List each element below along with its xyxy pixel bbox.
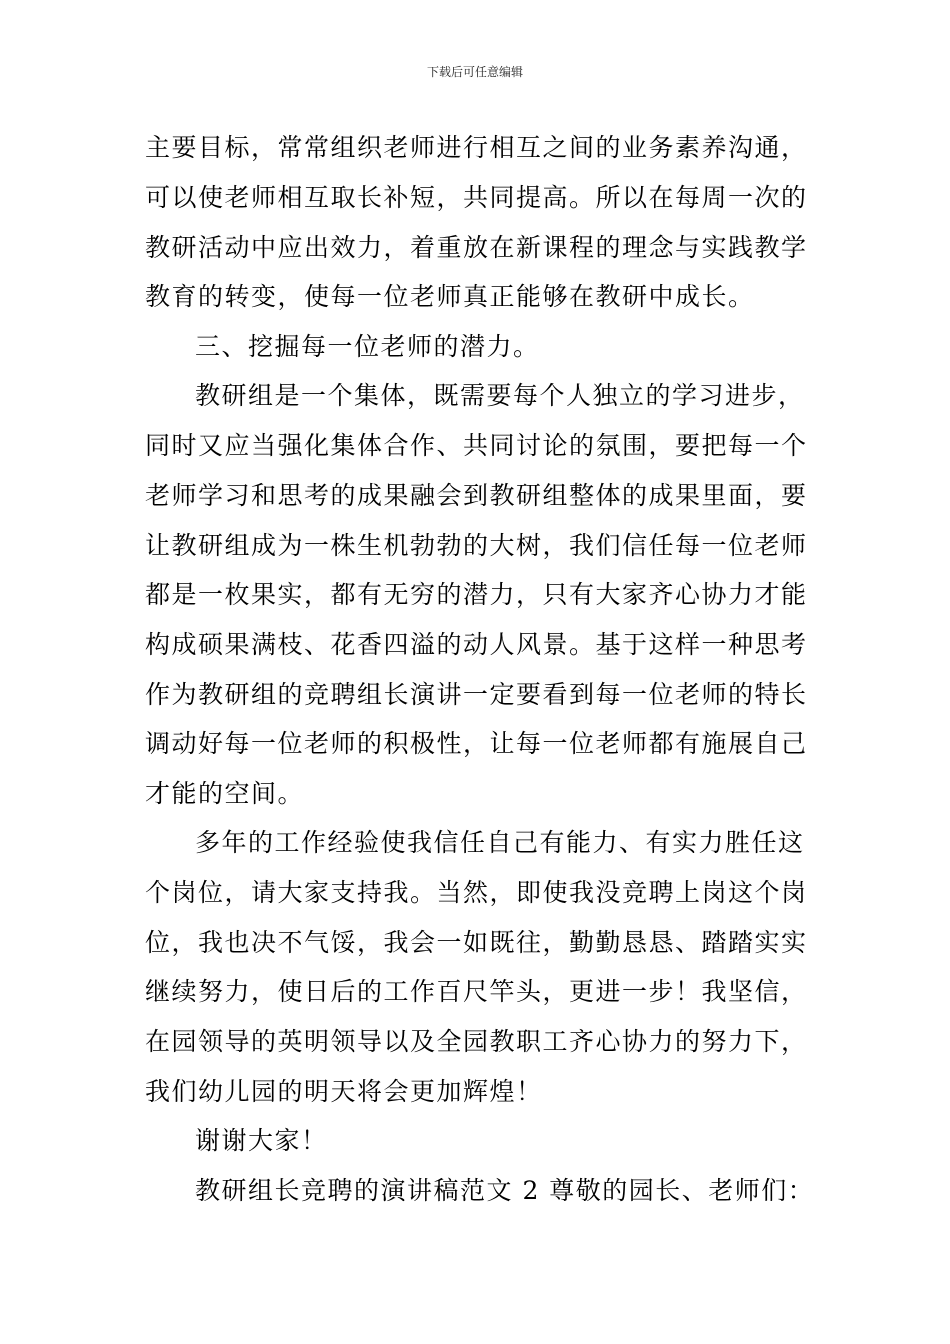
body-line: 继续努力，使日后的工作百尺竿头，更进一步！我坚信， (145, 977, 808, 1006)
body-line: 教研活动中应出效力，着重放在新课程的理念与实践教学 (145, 233, 808, 262)
body-line: 个岗位，请大家支持我。当然，即使我没竞聘上岗这个岗 (145, 878, 808, 907)
page-header-note: 下载后可任意编辑 (426, 65, 523, 79)
closing-thanks: 谢谢大家！ (195, 1126, 328, 1155)
body-line: 位，我也决不气馁，我会一如既往，勤勤恳恳、踏踏实实 (145, 928, 808, 957)
body-line: 教研组是一个集体，既需要每个人独立的学习进步， (195, 381, 805, 410)
body-line: 才能的空间。 (145, 779, 305, 808)
body-line: 调动好每一位老师的积极性，让每一位老师都有施展自己 (145, 729, 808, 758)
body-line: 构成硕果满枝、花香四溢的动人风景。基于这样一种思考 (145, 630, 808, 659)
section-heading: 三、挖掘每一位老师的潜力。 (195, 332, 540, 361)
body-line: 同时又应当强化集体合作、共同讨论的氛围，要把每一个 (145, 431, 808, 460)
body-line: 在园领导的英明领导以及全园教职工齐心协力的努力下， (145, 1027, 808, 1056)
body-line: 作为教研组的竞聘组长演讲一定要看到每一位老师的特长 (145, 680, 808, 709)
body-line: 老师学习和思考的成果融会到教研组整体的成果里面，要 (145, 481, 808, 510)
body-line: 主要目标，常常组织老师进行相互之间的业务素养沟通， (145, 133, 808, 162)
next-section-title: 教研组长竞聘的演讲稿范文 2 尊敬的园长、老师们： (195, 1176, 815, 1205)
body-line: 我们幼儿园的明天将会更加辉煌！ (145, 1077, 543, 1106)
body-line: 多年的工作经验使我信任自己有能力、有实力胜任这 (195, 828, 805, 857)
body-line: 让教研组成为一株生机勃勃的大树，我们信任每一位老师 (145, 531, 808, 560)
body-line: 教育的转变，使每一位老师真正能够在教研中成长。 (145, 282, 755, 311)
body-line: 都是一枚果实，都有无穷的潜力，只有大家齐心协力才能 (145, 580, 808, 609)
body-line: 可以使老师相互取长补短，共同提高。所以在每周一次的 (145, 183, 808, 212)
